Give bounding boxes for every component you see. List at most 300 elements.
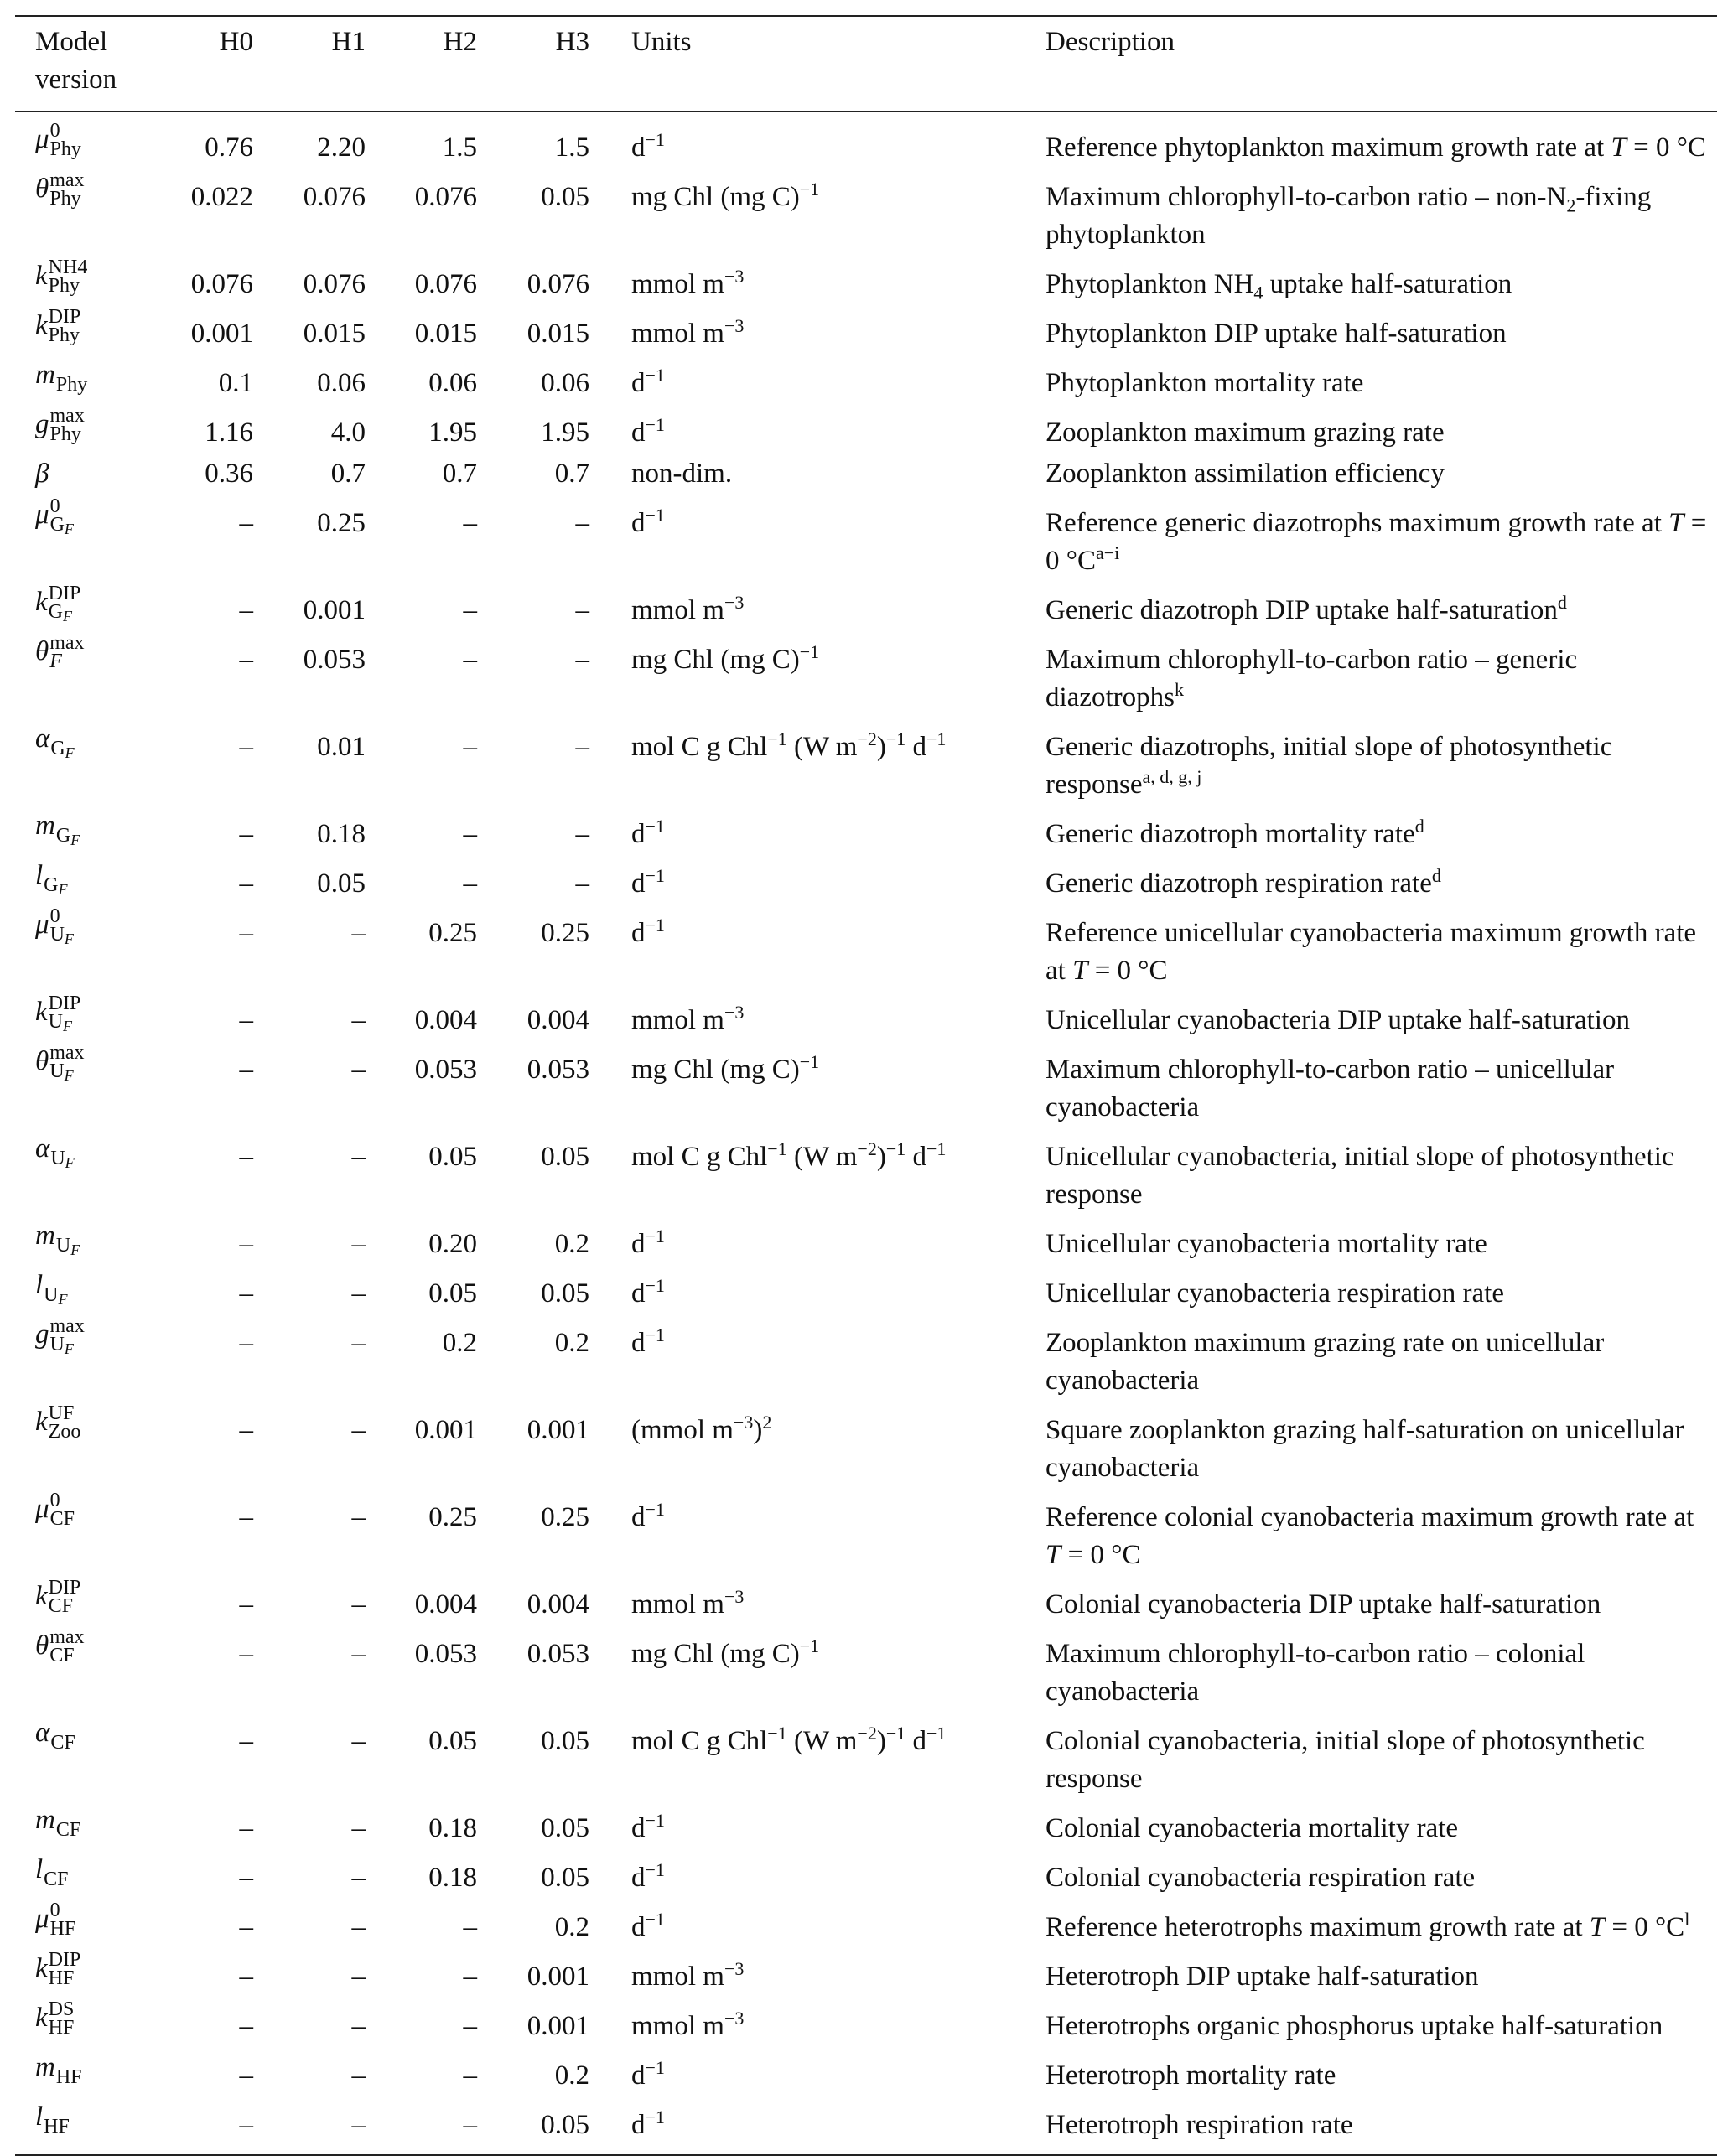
symbol-subscript-main: HF xyxy=(49,1917,76,1940)
symbol-subscript xyxy=(44,1283,68,1308)
header-units: Units xyxy=(594,17,1034,111)
table-row xyxy=(15,2047,1717,2096)
units-superscript: −1 xyxy=(645,816,665,837)
symbol-subscript xyxy=(48,2016,75,2039)
table-row xyxy=(15,1489,1717,1576)
symbol-base: k xyxy=(35,587,48,617)
units-cell xyxy=(594,582,1034,631)
symbol-base: m xyxy=(35,1805,55,1835)
parameter-symbol-cell xyxy=(15,168,141,256)
symbol-scripts xyxy=(48,992,81,1034)
symbol-subscript xyxy=(49,1646,84,1665)
description-text: Maximum chlorophyll-to-carbon ratio – generic diazotrophs xyxy=(1046,645,1578,713)
units-superscript: −1 xyxy=(645,129,665,150)
value-h2: 0.25 xyxy=(428,918,477,948)
description-text: Zooplankton maximum grazing rate xyxy=(1046,417,1445,448)
units-superscript: −1 xyxy=(767,728,787,749)
value-h0: – xyxy=(239,1005,253,1035)
units-text: d xyxy=(631,868,646,899)
parameter-symbol xyxy=(35,495,74,537)
description-text: Heterotroph DIP uptake half-saturation xyxy=(1046,1962,1479,1992)
table-row xyxy=(15,256,1717,305)
table-row xyxy=(15,1215,1717,1265)
description-cell xyxy=(1034,904,1717,992)
parameter-symbol xyxy=(35,582,81,625)
value-h1: – xyxy=(351,1726,366,1756)
symbol-scripts xyxy=(44,1279,68,1308)
parameter-symbol-cell xyxy=(15,1314,141,1402)
table-row xyxy=(15,806,1717,855)
value-h3: – xyxy=(575,732,589,762)
units-cell xyxy=(594,1265,1034,1314)
units-text: d xyxy=(631,368,646,398)
symbol-subscript-main: CF xyxy=(49,1507,75,1530)
units-superscript: −1 xyxy=(645,1499,665,1520)
value-h1: – xyxy=(351,1639,366,1669)
description-cell xyxy=(1034,806,1717,855)
parameter-symbol xyxy=(35,170,85,208)
description-cell xyxy=(1034,1713,1717,1800)
units-superscript: −2 xyxy=(857,728,877,749)
description-text: Generic diazotrophs, initial slope of photosynthetic response xyxy=(1046,732,1613,800)
parameter-symbol xyxy=(35,1801,80,1839)
value-h2: 0.18 xyxy=(428,1863,477,1893)
units-superscript: −1 xyxy=(799,1051,820,1072)
description-cell xyxy=(1034,495,1717,582)
symbol-subscript-secondary: F xyxy=(64,520,74,537)
parameter-symbol xyxy=(35,1041,85,1084)
value-h1: 0.053 xyxy=(303,645,366,675)
value-h1: – xyxy=(351,1415,366,1445)
units-text: (W m xyxy=(786,732,858,762)
units-superscript: −1 xyxy=(645,915,665,935)
symbol-base: l xyxy=(35,2102,44,2132)
value-h3: 0.001 xyxy=(527,1962,589,1992)
units-cell xyxy=(594,453,1034,495)
description-subscript: 4 xyxy=(1253,282,1263,303)
description-superscript: a, d, g, j xyxy=(1142,766,1202,787)
description-text: Zooplankton maximum grazing rate on unicellular cyanobacteria xyxy=(1046,1328,1605,1396)
units-superscript: −1 xyxy=(926,728,947,749)
parameter-symbol xyxy=(35,121,81,158)
value-h1: – xyxy=(351,1328,366,1358)
symbol-superscript: 0 xyxy=(49,119,60,142)
symbol-scripts xyxy=(49,119,81,160)
units-cell xyxy=(594,256,1034,305)
value-h1: – xyxy=(351,1912,366,1942)
description-text: = 0 °C xyxy=(1605,1912,1685,1942)
units-cell xyxy=(594,1998,1034,2047)
table-row xyxy=(15,1041,1717,1128)
description-text: Maximum chlorophyll-to-carbon ratio – non-N xyxy=(1046,182,1567,212)
value-h2: 0.05 xyxy=(428,1142,477,1172)
description-text: Generic diazotroph mortality rate xyxy=(1046,819,1415,849)
value-h2: 1.95 xyxy=(428,417,477,448)
units-cell xyxy=(594,904,1034,992)
symbol-subscript xyxy=(49,1060,84,1084)
units-cell xyxy=(594,1625,1034,1713)
description-cell xyxy=(1034,111,1717,168)
value-h3: 0.25 xyxy=(541,1502,589,1532)
symbol-superscript: DIP xyxy=(48,1948,81,1971)
value-h1: 0.015 xyxy=(303,319,366,349)
symbol-subscript-main: HF xyxy=(55,2065,82,2088)
header-h1: H1 xyxy=(258,17,371,111)
units-superscript: −1 xyxy=(645,1810,665,1831)
table-row xyxy=(15,1899,1717,1948)
table-row xyxy=(15,495,1717,582)
units-text: mmol m xyxy=(631,1005,724,1035)
value-h1: 0.01 xyxy=(317,732,366,762)
parameter-symbol-cell xyxy=(15,855,141,904)
description-cell xyxy=(1034,256,1717,305)
symbol-superscript: 0 xyxy=(49,1489,60,1511)
symbol-base: μ xyxy=(35,1904,49,1934)
symbol-subscript xyxy=(50,1147,75,1171)
parameter-symbol xyxy=(35,406,85,443)
description-cell xyxy=(1034,1265,1717,1314)
symbol-subscript xyxy=(48,1594,81,1617)
parameter-symbol xyxy=(35,633,85,671)
value-h2: 0.001 xyxy=(414,1415,477,1445)
parameter-symbol xyxy=(35,1714,75,1752)
parameter-symbol xyxy=(35,356,87,394)
units-superscript: −1 xyxy=(767,1138,787,1159)
description-text: Colonial cyanobacteria respiration rate xyxy=(1046,1863,1476,1893)
description-cell xyxy=(1034,1402,1717,1489)
value-h0: – xyxy=(239,2110,253,2140)
symbol-scripts xyxy=(49,404,85,445)
value-h3: 0.25 xyxy=(541,918,589,948)
description-superscript: d xyxy=(1431,865,1441,886)
value-h0: – xyxy=(239,1863,253,1893)
value-h1: 0.076 xyxy=(303,182,366,212)
description-cell xyxy=(1034,305,1717,355)
symbol-subscript xyxy=(49,1507,75,1530)
units-cell xyxy=(594,1402,1034,1489)
units-text: d xyxy=(631,1502,646,1532)
description-cell xyxy=(1034,2096,1717,2146)
description-cell xyxy=(1034,453,1717,495)
value-h0: 0.076 xyxy=(190,269,253,299)
parameter-symbol-cell xyxy=(15,305,141,355)
description-text: = 0 °C xyxy=(1087,956,1168,986)
value-h2: – xyxy=(463,1912,477,1942)
symbol-base: μ xyxy=(35,500,49,530)
value-h1: – xyxy=(351,2110,366,2140)
value-h2: 0.004 xyxy=(414,1005,477,1035)
parameter-symbol-cell xyxy=(15,1849,141,1899)
value-h1: – xyxy=(351,918,366,948)
units-cell xyxy=(594,992,1034,1041)
parameter-symbol-cell xyxy=(15,1128,141,1215)
parameter-symbol xyxy=(35,1217,80,1258)
description-text: Reference colonial cyanobacteria maximum growth rate at xyxy=(1046,1502,1694,1532)
units-text: ) xyxy=(876,1142,886,1172)
units-superscript: −1 xyxy=(645,505,665,526)
symbol-subscript-secondary: F xyxy=(65,744,75,761)
description-cell xyxy=(1034,355,1717,404)
value-h0: – xyxy=(239,1639,253,1669)
symbol-scripts xyxy=(44,1863,68,1889)
value-h1: 0.05 xyxy=(317,868,366,899)
symbol-subscript-main: G xyxy=(55,824,71,847)
units-cell xyxy=(594,1899,1034,1948)
value-h0: – xyxy=(239,868,253,899)
symbol-superscript: max xyxy=(49,1625,85,1648)
units-superscript: −1 xyxy=(926,1723,947,1744)
value-h2: 0.076 xyxy=(414,269,477,299)
units-text: (W m xyxy=(786,1142,858,1172)
value-h0: 0.1 xyxy=(218,368,253,398)
units-cell xyxy=(594,1314,1034,1402)
symbol-scripts xyxy=(49,495,74,537)
units-text: d xyxy=(631,819,646,849)
value-h3: 1.5 xyxy=(554,132,589,163)
units-text: mg Chl (mg C) xyxy=(631,1639,800,1669)
value-h3: 0.053 xyxy=(527,1055,589,1085)
value-h1: 0.076 xyxy=(303,269,366,299)
units-text: ) xyxy=(753,1415,763,1445)
units-text: mg Chl (mg C) xyxy=(631,645,800,675)
units-text: d xyxy=(631,1328,646,1358)
units-superscript: −1 xyxy=(645,2057,665,2078)
description-text: = 0 °C xyxy=(1061,1540,1141,1570)
value-h2: – xyxy=(463,508,477,538)
value-h0: – xyxy=(239,1278,253,1309)
parameter-symbol-cell xyxy=(15,111,141,168)
value-h0: 0.36 xyxy=(205,459,253,489)
value-h0: – xyxy=(239,1229,253,1259)
symbol-base: l xyxy=(35,1854,44,1884)
value-h1: – xyxy=(351,1863,366,1893)
symbol-superscript: UF xyxy=(48,1402,75,1424)
description-text: Reference phytoplankton maximum growth rate at xyxy=(1046,132,1611,163)
units-text: mg Chl (mg C) xyxy=(631,182,800,212)
symbol-subscript-main: Zoo xyxy=(48,1420,81,1443)
value-h2: 0.05 xyxy=(428,1726,477,1756)
description-superscript: k xyxy=(1174,679,1184,700)
description-text: Reference generic diazotrophs maximum growth rate at xyxy=(1046,508,1669,538)
parameter-symbol xyxy=(35,1900,75,1938)
symbol-subscript-secondary: F xyxy=(65,1153,75,1171)
value-h3: – xyxy=(575,645,589,675)
symbol-subscript-main: G xyxy=(44,873,59,896)
symbol-scripts xyxy=(49,1404,81,1441)
parameter-symbol-cell xyxy=(15,2047,141,2096)
value-h0: – xyxy=(239,1502,253,1532)
value-h2: 0.2 xyxy=(442,1328,477,1358)
symbol-superscript: max xyxy=(49,1314,85,1337)
description-cell xyxy=(1034,582,1717,631)
value-h2: 0.004 xyxy=(414,1589,477,1620)
table-row xyxy=(15,355,1717,404)
value-h1: 0.06 xyxy=(317,368,366,398)
symbol-subscript-secondary: F xyxy=(64,930,74,947)
units-cell xyxy=(594,355,1034,404)
parameter-symbol xyxy=(35,1267,68,1308)
parameter-symbol-cell xyxy=(15,1998,141,2047)
value-h0: – xyxy=(239,2011,253,2041)
symbol-scripts xyxy=(50,1491,75,1528)
symbol-subscript xyxy=(49,1917,76,1940)
units-text: mol C g Chl xyxy=(631,1726,768,1756)
parameter-symbol xyxy=(35,1627,85,1665)
value-h1: – xyxy=(351,1005,366,1035)
symbol-scripts xyxy=(49,258,88,295)
value-h2: 0.05 xyxy=(428,1278,477,1309)
units-text: non-dim. xyxy=(631,459,733,489)
value-h0: – xyxy=(239,645,253,675)
value-h0: – xyxy=(239,1142,253,1172)
description-cell xyxy=(1034,1128,1717,1215)
symbol-base: μ xyxy=(35,910,49,940)
units-superscript: −1 xyxy=(926,1138,947,1159)
parameter-symbol xyxy=(35,455,49,493)
symbol-subscript-secondary: F xyxy=(58,880,68,898)
value-h0: – xyxy=(239,1589,253,1620)
units-superscript: −1 xyxy=(799,1635,820,1656)
units-text: mol C g Chl xyxy=(631,732,768,762)
symbol-base: μ xyxy=(35,1494,49,1524)
symbol-base: k xyxy=(35,1953,48,1983)
table-row xyxy=(15,631,1717,718)
symbol-base: k xyxy=(35,261,48,291)
symbol-subscript-main: Phy xyxy=(55,373,88,396)
symbol-superscript: DIP xyxy=(48,992,81,1014)
symbol-subscript-main: G xyxy=(49,513,65,536)
symbol-subscript xyxy=(48,1420,81,1443)
parameter-symbol xyxy=(35,857,68,898)
symbol-scripts xyxy=(49,1041,85,1084)
units-superscript: −1 xyxy=(645,365,665,386)
parameter-symbol xyxy=(35,1403,80,1441)
value-h3: 0.05 xyxy=(541,1726,589,1756)
table-row xyxy=(15,1265,1717,1314)
units-cell xyxy=(594,1849,1034,1899)
units-cell xyxy=(594,1489,1034,1576)
value-h2: 0.7 xyxy=(442,459,477,489)
description-text: Colonial cyanobacteria DIP uptake half-saturation xyxy=(1046,1589,1601,1620)
value-h3: 0.001 xyxy=(527,1415,589,1445)
value-h1: – xyxy=(351,1142,366,1172)
symbol-subscript xyxy=(49,422,85,445)
value-h3: 0.2 xyxy=(554,2060,589,2091)
parameter-symbol-cell xyxy=(15,1576,141,1625)
table-row xyxy=(15,453,1717,495)
table-row xyxy=(15,1849,1717,1899)
units-cell xyxy=(594,806,1034,855)
units-superscript: −1 xyxy=(645,414,665,435)
value-h1: 2.20 xyxy=(317,132,366,163)
units-text: mmol m xyxy=(631,1962,724,1992)
units-text: mmol m xyxy=(631,1589,724,1620)
symbol-subscript xyxy=(55,1234,80,1258)
description-cell xyxy=(1034,1998,1717,2047)
units-cell xyxy=(594,1800,1034,1849)
value-h3: – xyxy=(575,508,589,538)
value-h0: – xyxy=(239,732,253,762)
symbol-base: α xyxy=(35,1718,50,1748)
value-h3: 0.2 xyxy=(554,1912,589,1942)
parameter-symbol-cell xyxy=(15,1948,141,1998)
symbol-subscript-main: Phy xyxy=(49,137,81,160)
parameter-symbol xyxy=(35,1851,69,1889)
symbol-subscript-main: CF xyxy=(44,1868,69,1890)
units-superscript: −1 xyxy=(645,1226,665,1246)
symbol-scripts xyxy=(50,733,75,761)
description-cell xyxy=(1034,1800,1717,1849)
value-h1: 4.0 xyxy=(330,417,366,448)
symbol-superscript: max xyxy=(49,631,85,654)
value-h1: – xyxy=(351,1278,366,1309)
symbol-subscript xyxy=(44,873,68,898)
units-text: d xyxy=(631,2060,646,2091)
parameter-symbol-cell xyxy=(15,806,141,855)
symbol-base: μ xyxy=(35,124,49,154)
parameter-symbol-cell xyxy=(15,1489,141,1576)
units-superscript: −1 xyxy=(885,1723,906,1744)
description-cell xyxy=(1034,2047,1717,2096)
description-italic-variable: T xyxy=(1611,132,1627,163)
parameter-symbol xyxy=(35,1578,80,1615)
symbol-superscript: max xyxy=(49,168,85,191)
value-h3: 0.004 xyxy=(527,1589,589,1620)
symbol-superscript: 0 xyxy=(49,904,60,927)
table-row xyxy=(15,1998,1717,2047)
symbol-subscript xyxy=(50,1731,75,1754)
units-cell xyxy=(594,404,1034,453)
symbol-subscript xyxy=(48,600,81,625)
symbol-base: m xyxy=(35,2052,55,2082)
units-superscript: −1 xyxy=(645,1909,665,1930)
units-superscript: −1 xyxy=(767,1723,787,1744)
description-text: Colonial cyanobacteria mortality rate xyxy=(1046,1813,1459,1843)
parameter-symbol-cell xyxy=(15,256,141,305)
symbol-superscript: 0 xyxy=(49,1899,60,1921)
units-superscript: −1 xyxy=(885,728,906,749)
description-text: Generic diazotroph DIP uptake half-saturation xyxy=(1046,595,1558,625)
value-h0: – xyxy=(239,1813,253,1843)
symbol-subscript xyxy=(48,274,88,297)
description-superscript: d xyxy=(1557,592,1567,613)
units-superscript: −3 xyxy=(724,2008,745,2029)
parameter-symbol-cell xyxy=(15,582,141,631)
value-h0: – xyxy=(239,595,253,625)
description-italic-variable: T xyxy=(1046,1540,1061,1570)
units-superscript: −1 xyxy=(645,1324,665,1345)
description-italic-variable: T xyxy=(1072,956,1088,986)
value-h1: 0.18 xyxy=(317,819,366,849)
description-text: Heterotroph respiration rate xyxy=(1046,2110,1353,2140)
symbol-superscript: DIP xyxy=(48,1576,81,1599)
value-h3: 0.076 xyxy=(527,269,589,299)
description-text: Phytoplankton DIP uptake half-saturation xyxy=(1046,319,1507,349)
units-text: d xyxy=(631,132,646,163)
value-h0: 0.76 xyxy=(205,132,253,163)
symbol-scripts xyxy=(56,2061,82,2086)
table-row xyxy=(15,1948,1717,1998)
value-h0: – xyxy=(239,1415,253,1445)
symbol-subscript-main: Phy xyxy=(49,187,81,210)
table-header xyxy=(15,17,1717,111)
parameter-symbol xyxy=(35,1999,74,2037)
description-cell xyxy=(1034,855,1717,904)
value-h0: – xyxy=(239,918,253,948)
parameter-symbol-cell xyxy=(15,1625,141,1713)
value-h1: – xyxy=(351,2060,366,2091)
units-superscript: −2 xyxy=(857,1723,877,1744)
